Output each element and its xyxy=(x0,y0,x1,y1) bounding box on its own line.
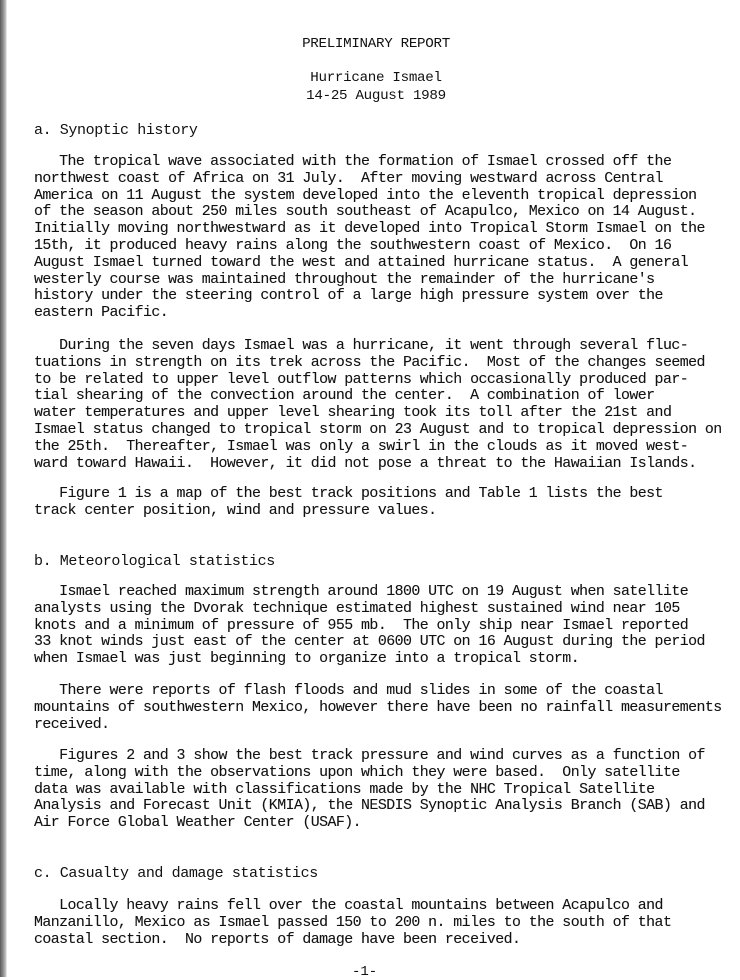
text-line: knots and a minimum of pressure of 955 mb. The only ship near Ismael reported xyxy=(34,617,689,634)
text-line: Manzanillo, Mexico as Ismael passed 150 to 200 n. miles to the south of that xyxy=(34,914,672,931)
text-line: tial shearing of the convection around the center. A combination of lower xyxy=(34,388,655,405)
text-line: eastern Pacific. xyxy=(34,305,169,322)
section-c-heading: c. Casualty and damage statistics xyxy=(34,865,318,882)
text-line: The tropical wave associated with the formation of Ismael crossed off the xyxy=(34,154,672,170)
text-line: of the season about 250 miles south southeast of Acapulco, Mexico on 14 August. xyxy=(34,204,697,221)
text-line: time, along with the observations upon which they were based. Only satellite xyxy=(34,764,680,781)
section-a-paragraph-1 xyxy=(34,154,734,322)
text-line: Air Force Global Weather Center (USAF). xyxy=(34,815,362,832)
section-a-heading: a. Synoptic history xyxy=(34,122,198,139)
text-line: Figures 2 and 3 show the best track pressure and wind curves as a function of xyxy=(34,748,705,764)
text-line: to be related to upper level outflow patterns which occasionally produced par- xyxy=(34,371,689,388)
text-line: ward toward Hawaii. However, it did not pose a threat to the Hawaiian Islands. xyxy=(34,455,697,472)
section-b-paragraph-3 xyxy=(34,748,734,832)
text-line: westerly course was maintained throughout the remainder of the hurricane's xyxy=(34,271,655,288)
text-line: northwest coast of Africa on 31 July. After moving westward across Central xyxy=(34,170,663,187)
text-line: history under the steering control of a large high pressure system over the xyxy=(34,288,663,305)
text-line: Initially moving northwestward as it developed into Tropical Storm Ismael on the xyxy=(34,221,705,238)
text-line: There were reports of flash floods and mud slides in some of the coastal xyxy=(34,683,663,699)
section-a-paragraph-2 xyxy=(34,338,734,472)
section-b-heading: b. Meteorological statistics xyxy=(34,553,275,570)
text-line: 15th, it produced heavy rains along the southwestern coast of Mexico. On 16 xyxy=(34,237,672,254)
text-line: Analysis and Forecast Unit (KMIA), the NESDIS Synoptic Analysis Branch (SAB) and xyxy=(34,798,705,815)
text-line: Ismael status changed to tropical storm on 23 August and to tropical depression on xyxy=(34,421,722,438)
text-line: During the seven days Ismael was a hurricane, it went through several fluc- xyxy=(34,338,689,354)
scan-left-edge xyxy=(0,0,7,977)
text-line: water temperatures and upper level shearing took its toll after the 21st and xyxy=(34,405,672,422)
storm-dates: 14-25 August 1989 xyxy=(306,88,446,104)
text-line: the 25th. Thereafter, Ismael was only a swirl in the clouds as it moved west- xyxy=(34,438,689,455)
text-line: August Ismael turned toward the west and attained hurricane status. A general xyxy=(34,254,689,271)
text-line: Ismael reached maximum strength around 1800 UTC on 19 August when satellite xyxy=(34,584,689,600)
text-line: coastal section. No reports of damage have been received. xyxy=(34,931,521,948)
text-line: Locally heavy rains fell over the coastal mountains between Acapulco and xyxy=(34,898,663,914)
section-a-paragraph-3 xyxy=(34,486,734,520)
text-line: track center position, wind and pressure values. xyxy=(34,502,437,519)
storm-name-title: Hurricane Ismael xyxy=(310,70,442,86)
text-line: America on 11 August the system developed into the eleventh tropical depression xyxy=(34,187,697,204)
text-line: mountains of southwestern Mexico, however there have been no rainfall measurements xyxy=(34,699,722,716)
section-c-paragraph-1 xyxy=(34,898,734,948)
text-line: when Ismael was just beginning to organize into a tropical storm. xyxy=(34,651,580,668)
text-line: received. xyxy=(34,716,110,733)
text-line: tuations in strength on its trek across the Pacific. Most of the changes seemed xyxy=(34,354,705,371)
page-number: -1- xyxy=(352,964,378,980)
section-b-paragraph-1 xyxy=(34,584,734,668)
text-line: data was available with classifications made by the NHC Tropical Satellite xyxy=(34,781,655,798)
text-line: analysts using the Dvorak technique estimated highest sustained wind near 105 xyxy=(34,600,680,617)
text-line: Figure 1 is a map of the best track positions and Table 1 lists the best xyxy=(34,486,663,502)
report-type-title: PRELIMINARY REPORT xyxy=(302,36,450,52)
section-b-paragraph-2 xyxy=(34,683,734,733)
text-line: 33 knot winds just east of the center at 0600 UTC on 16 August during the period xyxy=(34,634,705,651)
